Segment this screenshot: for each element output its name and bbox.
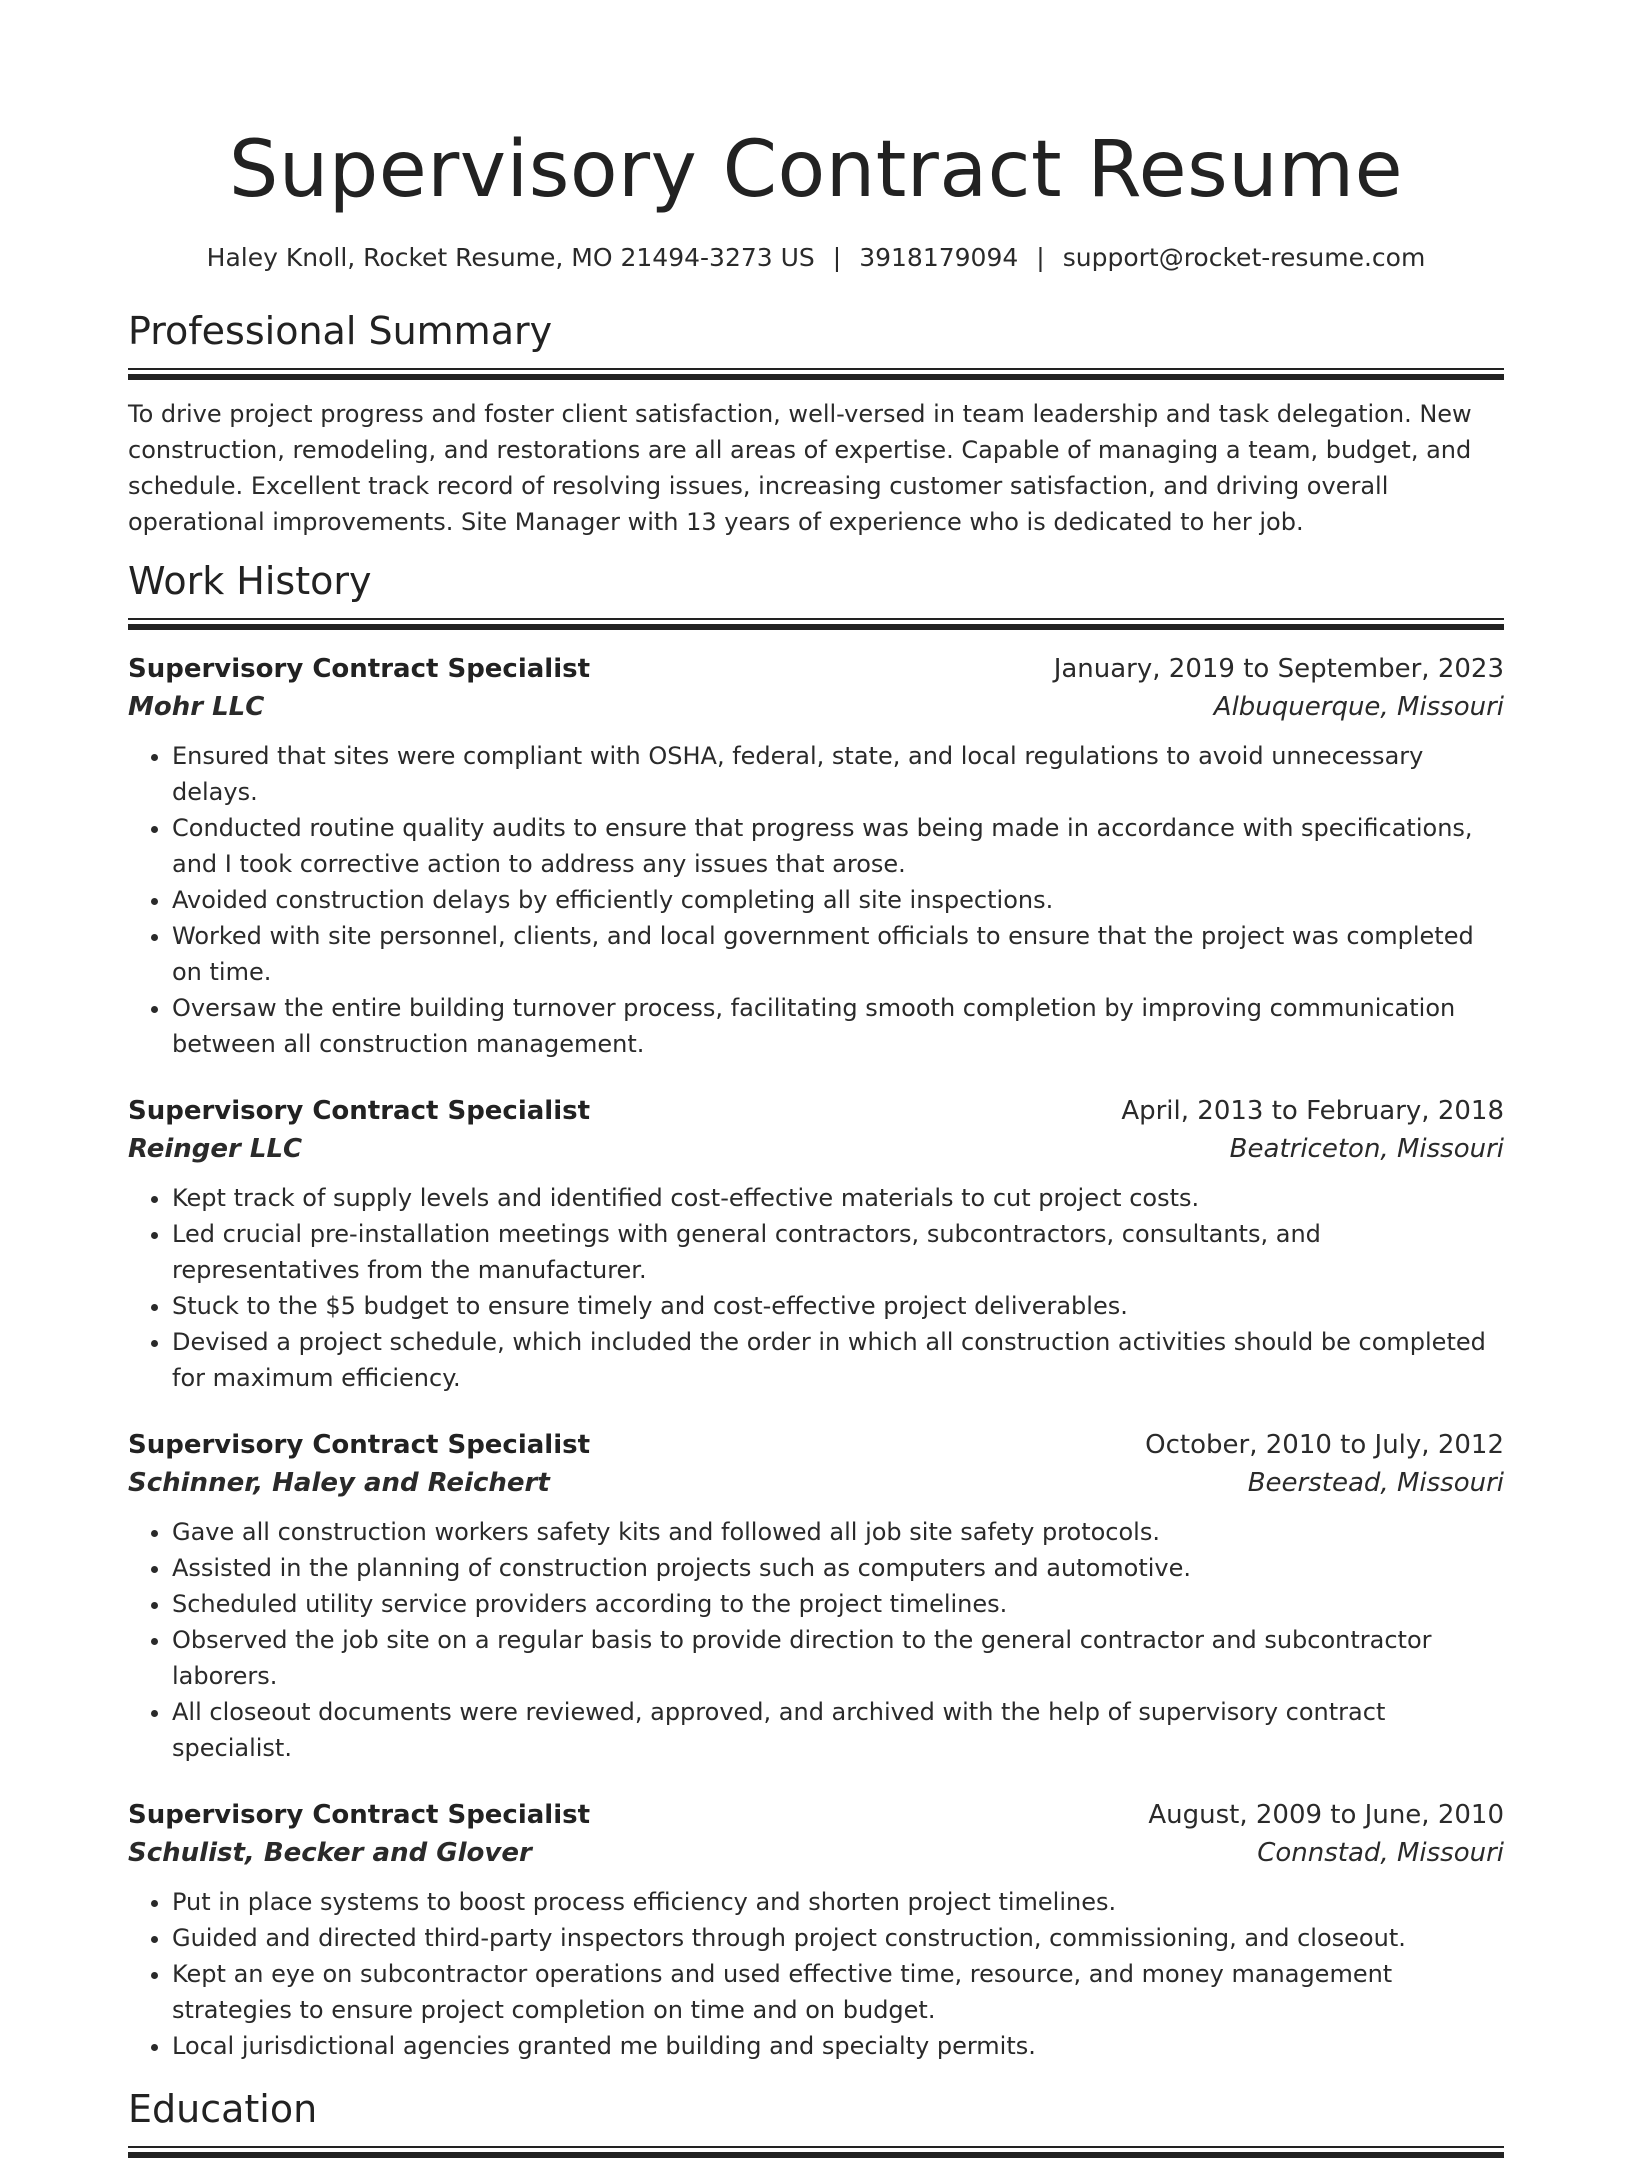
- job-title: Supervisory Contract Specialist: [128, 654, 591, 684]
- job-location: Connstad, Missouri: [1257, 1838, 1504, 1868]
- job-bullet: • Led crucial pre-installation meetings with general contractors, subcontractors, consultants, and representatives from the manufacturer.: [172, 1216, 1504, 1288]
- job-dates: August, 2009 to June, 2010: [1148, 1800, 1504, 1830]
- job-bullet: • Kept track of supply levels and identified cost-effective materials to cut project costs.: [172, 1180, 1504, 1216]
- job-bullet: • Devised a project schedule, which included the order in which all construction activities should be completed for maximum efficiency.: [172, 1324, 1504, 1396]
- job-title-row: [128, 1092, 1504, 1130]
- job-dates: October, 2010 to July, 2012: [1145, 1430, 1504, 1460]
- job-location: Albuquerque, Missouri: [1213, 692, 1504, 722]
- job-bullet-list: [128, 1180, 1504, 1396]
- summary-text: To drive project progress and foster client satisfaction, well-versed in team leadership and task delegation. New construction, remodeling, and restorations are all areas of expertise. Capable of managing a team, budget, and schedule. Excellent track record of resolving issues, increasing customer satisfaction, and driving overall operational improvements. Site Manager with 13 years of experience who is dedicated to her job.: [128, 400, 1472, 536]
- job-entry: [128, 1092, 1504, 1396]
- job-entry: [128, 1426, 1504, 1766]
- professional-summary-section: [128, 308, 1504, 540]
- contact-separator: |: [1036, 243, 1045, 272]
- job-dates: April, 2013 to February, 2018: [1121, 1096, 1504, 1126]
- job-company-row: [128, 1130, 1504, 1168]
- job-title-row: [128, 1796, 1504, 1834]
- job-bullet-list: [128, 738, 1504, 1062]
- job-bullet: • Put in place systems to boost process efficiency and shorten project timelines.: [172, 1884, 1504, 1920]
- job-bullet: • Conducted routine quality audits to ensure that progress was being made in accordance with specifications, and I took corrective action to address any issues that arose.: [172, 810, 1504, 882]
- education-section: [128, 2086, 1504, 2158]
- section-divider: [128, 368, 1504, 380]
- job-dates: January, 2019 to September, 2023: [1053, 654, 1504, 684]
- job-bullet: • Gave all construction workers safety kits and followed all job site safety protocols.: [172, 1514, 1504, 1550]
- job-bullet-list: [128, 1884, 1504, 2064]
- job-company: Reinger LLC: [128, 1134, 303, 1164]
- job-company: Schinner, Haley and Reichert: [128, 1468, 550, 1498]
- job-company: Mohr LLC: [128, 692, 265, 722]
- job-bullet: • Observed the job site on a regular basis to provide direction to the general contractor and subcontractor laborers.: [172, 1622, 1504, 1694]
- contact-address: Haley Knoll, Rocket Resume, MO 21494-3273 US: [206, 243, 815, 272]
- job-bullet: • Scheduled utility service providers according to the project timelines.: [172, 1586, 1504, 1622]
- job-title: Supervisory Contract Specialist: [128, 1430, 591, 1460]
- job-bullet-list: [128, 1514, 1504, 1766]
- section-heading: Education: [128, 2087, 318, 2131]
- job-company-row: [128, 688, 1504, 726]
- job-bullet: • Guided and directed third-party inspectors through project construction, commissioning, and closeout.: [172, 1920, 1504, 1956]
- job-bullet: • Stuck to the $5 budget to ensure timely and cost-effective project deliverables.: [172, 1288, 1504, 1324]
- section-heading: Work History: [128, 559, 372, 603]
- job-bullet: • Kept an eye on subcontractor operations and used effective time, resource, and money management strategies to ensure project completion on time and on budget.: [172, 1956, 1504, 2028]
- contact-phone: 3918179094: [859, 243, 1019, 272]
- job-company-row: [128, 1464, 1504, 1502]
- job-title-row: [128, 1426, 1504, 1464]
- job-bullet: • Assisted in the planning of construction projects such as computers and automotive.: [172, 1550, 1504, 1586]
- work-history-section: [128, 558, 1504, 2064]
- job-bullet: • All closeout documents were reviewed, approved, and archived with the help of supervisory contract specialist.: [172, 1694, 1504, 1766]
- job-entry: [128, 1796, 1504, 2064]
- job-location: Beerstead, Missouri: [1247, 1468, 1504, 1498]
- job-bullet: • Avoided construction delays by efficiently completing all site inspections.: [172, 882, 1504, 918]
- job-list: [128, 650, 1504, 2064]
- job-title: Supervisory Contract Specialist: [128, 1800, 591, 1830]
- job-company-row: [128, 1834, 1504, 1872]
- job-entry: [128, 650, 1504, 1062]
- job-location: Beatriceton, Missouri: [1229, 1134, 1504, 1164]
- contact-line: [128, 242, 1504, 274]
- contact-separator: |: [832, 243, 842, 272]
- job-bullet: • Local jurisdictional agencies granted me building and specialty permits.: [172, 2028, 1504, 2064]
- job-company: Schulist, Becker and Glover: [128, 1838, 532, 1868]
- section-divider: [128, 2146, 1504, 2158]
- job-title: Supervisory Contract Specialist: [128, 1096, 591, 1126]
- job-bullet: • Oversaw the entire building turnover process, facilitating smooth completion by improving communication between all construction management.: [172, 990, 1504, 1062]
- job-bullet: • Worked with site personnel, clients, and local government officials to ensure that the project was completed on time.: [172, 918, 1504, 990]
- job-title-row: [128, 650, 1504, 688]
- section-divider: [128, 618, 1504, 630]
- contact-email: support@rocket-resume.com: [1062, 243, 1426, 272]
- section-heading: Professional Summary: [128, 309, 553, 353]
- resume-title: Supervisory Contract Resume: [228, 125, 1404, 215]
- job-bullet: • Ensured that sites were compliant with OSHA, federal, state, and local regulations to avoid unnecessary delays.: [172, 738, 1504, 810]
